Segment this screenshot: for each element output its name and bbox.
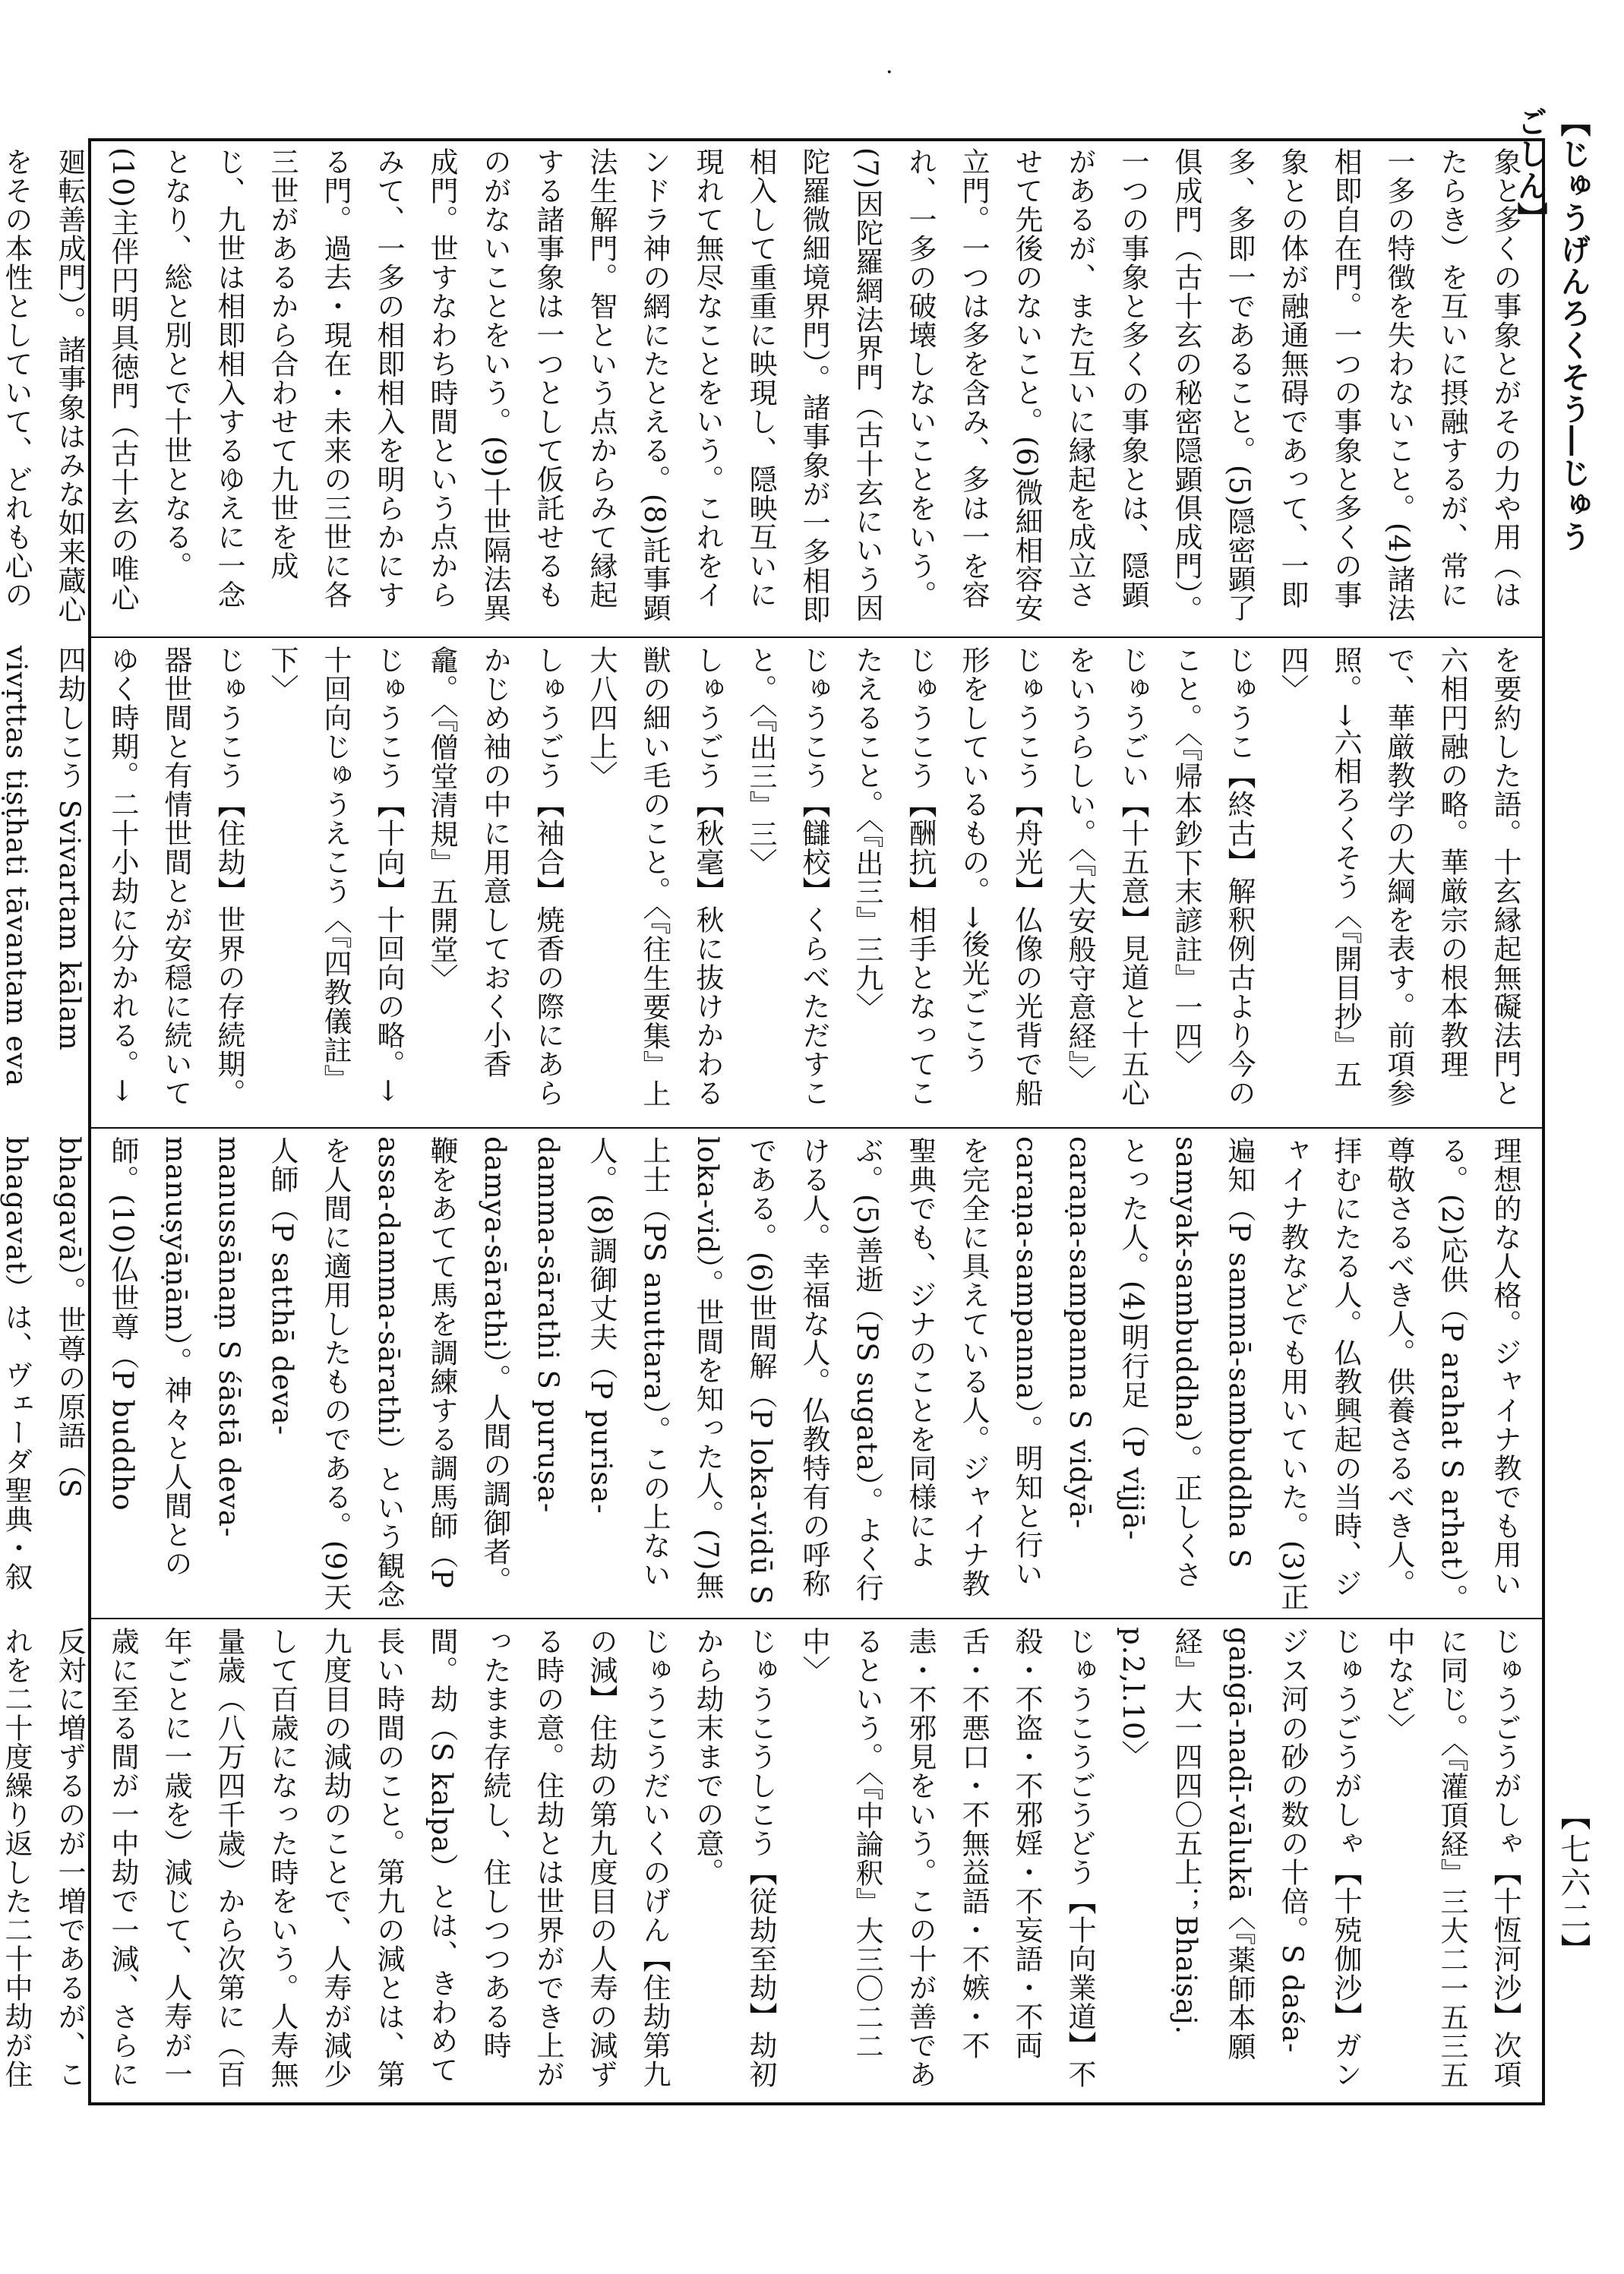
tier-3-text: 理想的な人格。ジャイナ教でも用いる。(2)応供（P arahat S arhat）。尊敬さるべき人。供養さるべき人。拝むにたる人。仏教興起の当時、ジャイナ教などでも用いていた。(3)正遍知（P sammā-sambuddha S samyak-sambuddha）。正しくさとった人。(4)明行足（P vijjā-caraṇa-sampanna S vidyā-caraṇa-sampanna）。明知と行いを完全に具えている人。ジャイナ教聖典でも、ジナのことを同様によぶ。(5)善逝（PS sugata）。よく行ける人。幸福な人。仏教特有の呼称である。(6)世間解（P loka-vidū S loka-vid）。世間を知った人。(7)無上士（PS anuttara）。この上ない人。(8)調御丈夫（P purisa-damma-sārathi S puruṣa-damya-sārathi）。人間の調御者。鞭をあてて馬を調練する調馬師（P assa-damma-sārathi）という観念を人間に適用したものである。(9)天人師（P satthā deva-manussānaṃ S śāstā deva-manuṣyāṇām）。神々と人間との師。(10)仏世尊（P buddho bhagavā）。世尊の原語（S bhagavat）は、ヴェーダ聖典・叙 bbox=[0, 1136, 1521, 1613]
tier-1-text: 象と多くの事象とがその力や用（はたらき）を互いに摂融するが、常に一多の特徴を失わないこと。(4)諸法相即自在門。一つの事象と多くの事象との体が融通無碍であって、一即多、多即一であること。(5)隠密顕了俱成門（古十玄の秘密隠顕俱成門）。一つの事象と多くの事象とは、隠顕があるが、また互いに縁起を成立させて先後のないこと。(6)微細相容安立門。一つは多を含み、多は一を容れ、一多の破壊しないことをいう。(7)因陀羅網法界門（古十玄にいう因陀羅微細境界門）。諸事象が一多相即相入して重重に映現し、隠映互いに現れて無尽なことをいう。これをインドラ神の網にたとえる。(8)託事顕法生解門。智という点からみて縁起する諸事象は一つとして仮託せるものがないことをいう。(9)十世隔法異成門。世すなわち時間という点からみて、一多の相即相入を明らかにする門。過去・現在・未来の三世に各三世があるから合わせて九世を成じ、九世は相即相入するゆえに一念となり、総と別とで十世となる。(10)主伴円明具徳門（古十玄の唯心廻転善成門）。諸事象はみな如来蔵心をその本性としていて、どれも心の bbox=[0, 147, 1521, 624]
tier-1 bbox=[0, 147, 1531, 633]
ink-dot: · bbox=[886, 59, 893, 86]
tier-2-text: を要約した語。十玄縁起無礙法門と六相円融の略。華厳宗の根本教理で、華厳教学の大綱を表す。前項参照。→六相ろくそう〈『開目抄』五四〉 じゅうこ【終古】解釈例古より今のこと。〈『帰本鈔下末諺註』一四〉 じゅうごい【十五意】見道と十五心をいうらしい。〈『大安般守意経』〉 じゅうこう【舟光】仏像の光背で船形をしているもの。→後光ごこう じゅうこう【酬抗】相手となってこたえること。〈『出三』三九〉 じゅうこう【讎校】くらべただすこと。〈『出三』三〉 しゅうごう【秋毫】秋に抜けかわる獣の細い毛のこと。〈『往生要集』上大八四上〉 しゅうごう【袖合】焼香の際にあらかじめ袖の中に用意しておく小香龕。〈『僧堂清規』五開堂〉 じゅうこう【十向】十回向の略。→十回向じゅうえこう〈『四教儀註』下〉 じゅうこう【住劫】世界の存続期。器世間と有情世間とが安穏に続いてゆく時期。二十小劫に分かれる。→四劫しこう Svivartam kālam vivṛttas tiṣṭhati tāvantam eva bbox=[0, 646, 1521, 1108]
dictionary-page-frame bbox=[0, 138, 1545, 2105]
tier-2 bbox=[0, 646, 1531, 1124]
page-number: 【七六二】 bbox=[1556, 1800, 1591, 1967]
tier-divider bbox=[91, 1618, 1542, 1619]
tier-3 bbox=[0, 1136, 1531, 1615]
tier-4 bbox=[0, 1627, 1531, 2098]
tier-divider bbox=[91, 636, 1542, 638]
running-head: 【じゅうげんろくそう―じゅうごしん】 bbox=[1512, 106, 1591, 553]
tier-divider bbox=[91, 1127, 1542, 1129]
tier-4-text: じゅうごうがしゃ【十恆河沙】次項に同じ。〈『灌頂経』三大二一五三五中など〉 じゅうごうがしゃ【十殑伽沙】ガンジス河の砂の数の十倍。S daśa-gaṅgā-nadī-vālukā〈『薬師本願経』大一四四〇五上；Bhaiṣaj. p.2,l.10〉 じゅうこうごうどう【十向業道】不殺・不盗・不邪婬・不妄語・不両舌・不悪口・不無益語・不嫉・不恚・不邪見をいう。この十が善であるという。〈『中論釈』大三〇二二中〉 じゅうこうしこう【従劫至劫】劫初から劫末までの意。 じゅうこうだいくのげん【住劫第九の減】住劫の第九度目の人寿の減ずる時の意。住劫とは世界ができ上がったまま存続し、住しつつある時間。劫（S kalpa）とは、きわめて長い時間のこと。第九の減とは、第九度目の減劫のことで、人寿が減少して百歳になった時をいう。人寿無量歳（八万四千歳）から次第に（百年ごとに一歳を）減じて、人寿が一歳に至る間が一中劫で一減、さらに反対に増ずるのが一増であるが、これを二十度繰り返した二十中劫が住 bbox=[0, 1627, 1521, 2089]
